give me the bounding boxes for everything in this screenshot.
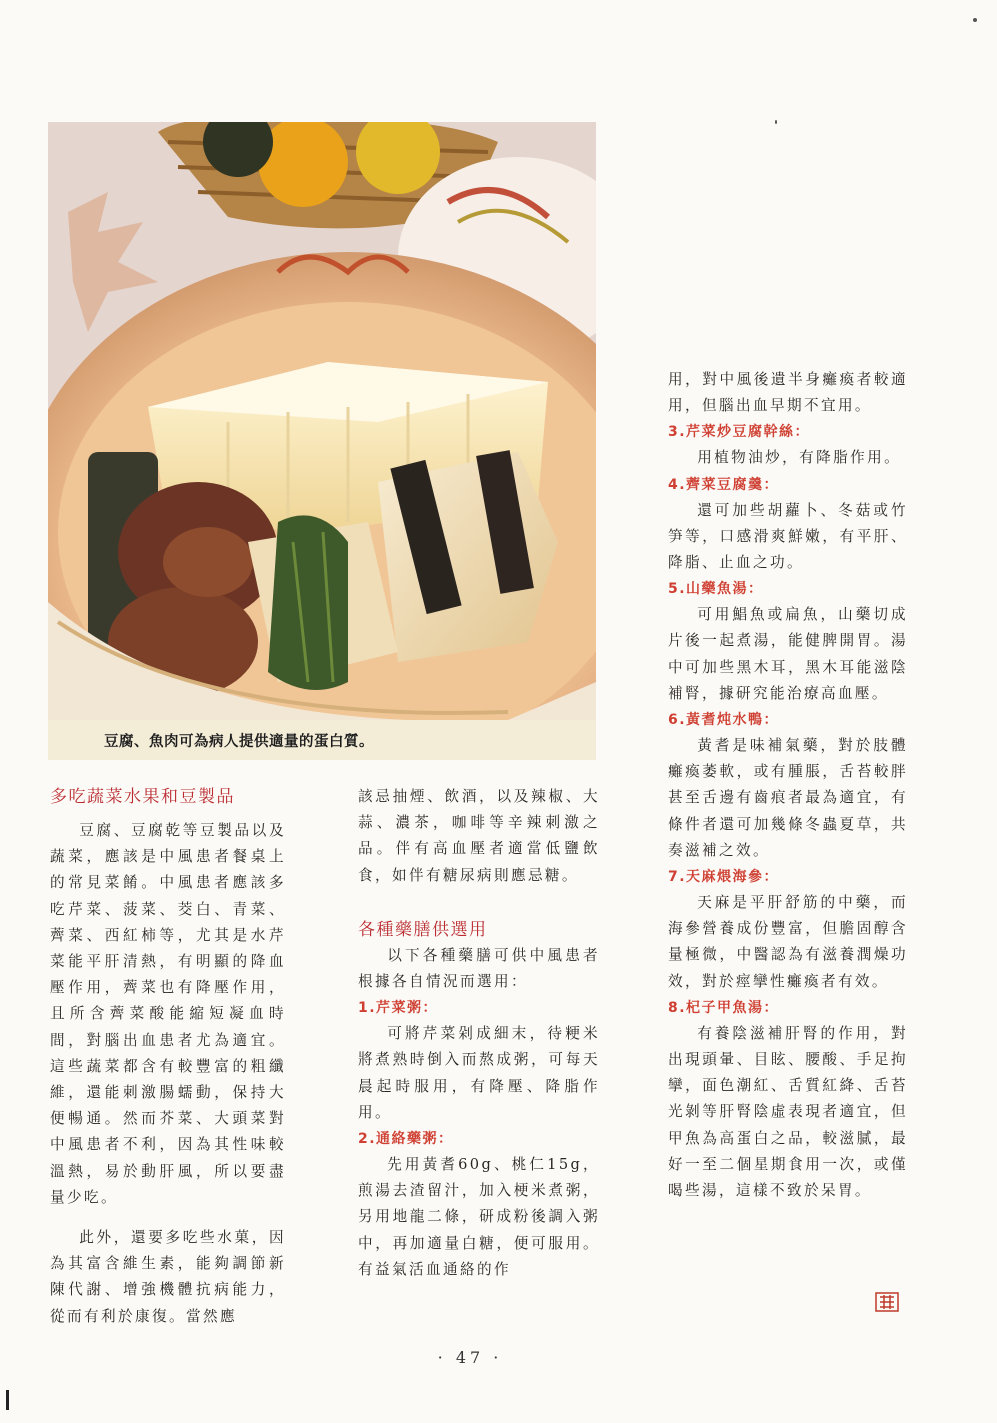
recipe-title-7: 7.天麻煨海參： [668,869,780,886]
food-photo-figure [48,122,596,760]
recipe-text-3: 用植物油炒，有降脂作用。 [697,449,902,467]
end-mark-icon [875,1292,899,1312]
recipe-text-1: 可將芹菜剁成細末，待粳米將煮熟時倒入而熬成粥，可每天晨起時服用，有降壓、降脂作用。 [358,1025,600,1121]
section-heading-vegetables: 多吃蔬菜水果和豆製品 [50,787,235,807]
recipe-text-6: 黃耆是味補氣藥，對於肢體癱瘓萎軟，或有腫脹，舌苔較胖甚至舌邊有齒痕者最為適宜，有條件者還可加幾條冬蟲夏草，共奏滋補之效。 [668,737,908,859]
scan-edge-mark [6,1390,9,1410]
recipe-text-2: 先用黃耆60g、桃仁15g，煎湯去渣留汁，加入梗米煮粥，另用地龍二條，研成粉後調入粥中，再加適量白糖，便可服用。有益氣活血通絡的作 [358,1156,600,1278]
column-1 [50,784,286,1330]
recipe-title-2: 2.通絡藥粥： [358,1131,454,1148]
paragraph-fruits: 此外，還要多吃些水菓，因為其富含維生素，能夠調節新陳代謝、增強機體抗病能力，從而有利於康復。當然應 [50,1229,286,1325]
column-2 [358,784,600,1283]
recipe-title-4: 4.薺菜豆腐羹： [668,476,780,493]
recipe-title-3: 3.芹菜炒豆腐幹絲： [668,424,811,441]
recipe-text-4: 還可加些胡蘿卜、冬菇或竹笋等，口感滑爽鮮嫩，有平肝、降脂、止血之功。 [668,501,908,572]
recipes-intro: 以下各種藥膳可供中風患者根據各自情況而選用： [358,946,600,991]
recipe-text-5: 可用鯧魚或扁魚，山藥切成片後一起煮湯，能健脾開胃。湯中可加些黑木耳，黑木耳能滋陰補腎，據研究能治療高血壓。 [668,606,908,702]
recipe-title-8: 8.杞子甲魚湯： [668,999,780,1016]
page-number: · 47 · [437,1348,503,1367]
caption-band [48,720,596,760]
photo-caption: 豆腐、魚肉可為病人提供適量的蛋白質。 [104,733,374,750]
recipe-text-7: 天麻是平肝舒筋的中藥，而海參營養成份豐富，但膽固醇含量極微，中醫認為有滋養潤燥功效，對於痙攣性癱瘓者有效。 [668,894,908,990]
recipe-title-5: 5.山藥魚湯： [668,581,764,598]
recipe-title-1: 1.芹菜粥： [358,1000,439,1017]
paragraph-avoid: 該忌抽煙、飲酒，以及辣椒、大蒜、濃茶，咖啡等辛辣刺激之品。伴有高血壓者適當低鹽飲食，如伴有糖尿病則應忌糖。 [358,788,600,884]
paragraph-vegetables: 豆腐、豆腐乾等豆製品以及蔬菜，應該是中風患者餐桌上的常見菜餚。中風患者應該多吃芹菜、菠菜、茭白、青菜、薺菜、西紅柿等，尤其是水芹菜能平肝清熱，有明顯的降血壓作用，薺菜也有降壓作用，且所含薺菜酸能縮短凝血時間，對腦出血患者尤為適宜。這些蔬菜都含有較豐富的粗纖維，還能刺激腸蠕動，保持大便暢通。然而芥菜、大頭菜對中風患者不利，因為其性味較溫熱，易於動肝風，所以要盡量少吃。 [50,822,286,1206]
recipe-text-2-continued: 用，對中風後遺半身癱瘓者較適用，但腦出血早期不宜用。 [668,371,908,415]
recipe-title-6: 6.黃耆炖水鴨： [668,712,780,729]
tofu-fish-dish-photo [48,122,596,720]
section-heading-recipes: 各種藥膳供選用 [358,919,488,940]
dish-illustration [48,122,596,720]
column-3 [668,367,908,1204]
recipe-text-8: 有養陰滋補肝腎的作用，對出現頭暈、目眩、腰酸、手足拘攣，面色潮紅、舌質紅絳、舌苔光剝等肝腎陰虛表現者適宜，但甲魚為高蛋白之品，較滋膩，最好一至二個星期食用一次，或僅喝些湯，這樣不致於呆胃。 [668,1024,908,1200]
scan-speck [775,120,777,124]
scan-speck [973,18,977,22]
